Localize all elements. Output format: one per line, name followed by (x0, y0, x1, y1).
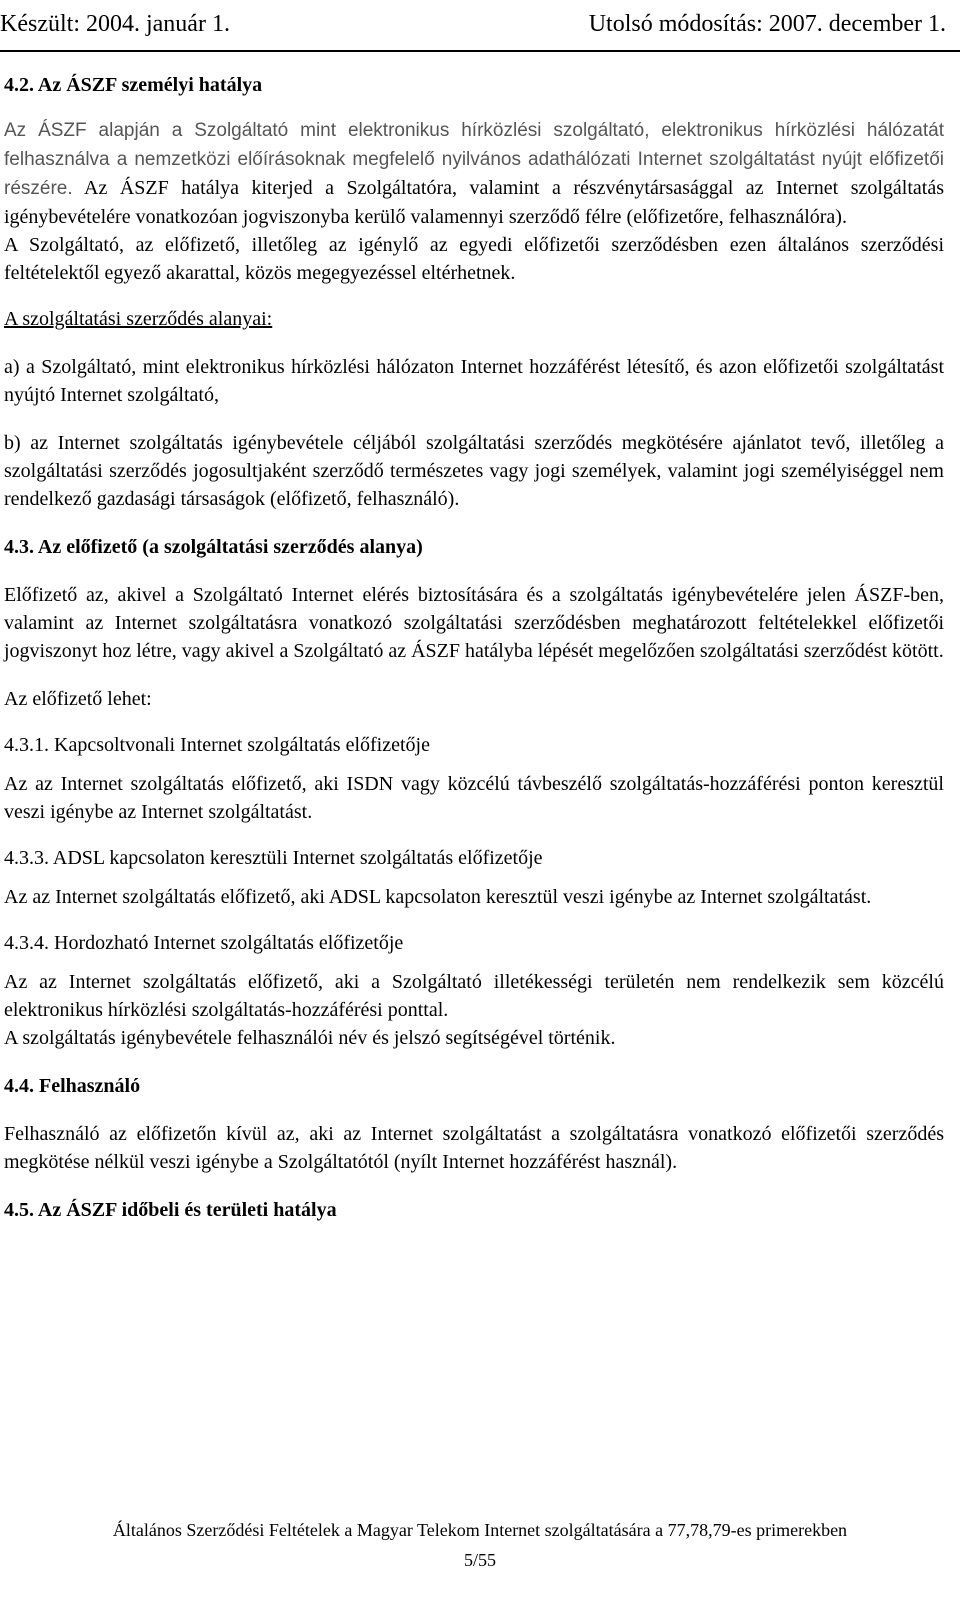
party-b: b) az Internet szolgáltatás igénybevétele céljából szolgáltatási szerződés megkötésére ajánlatot tevő, illetőleg a szolgáltatási szerződés jogosultjaként szerződő természetes vagy jogi személyek, valamint jogi személyiséggel nem rendelkező gazdasági társaságok (előfizető, felhasználó). (4, 432, 944, 510)
s433-text: Az az Internet szolgáltatás előfizető, aki ADSL kapcsolaton keresztül veszi igénybe az Internet szolgáltatást. (4, 886, 872, 908)
page-header (0, 10, 960, 40)
parties-title-wrap (4, 305, 944, 333)
created-date: Készült: 2004. január 1. (0, 11, 230, 37)
section-heading-4-3-4: 4.3.4. Hordozható Internet szolgáltatás előfizetője (4, 932, 404, 954)
header-rule (0, 50, 960, 52)
section-heading-4-5: 4.5. Az ÁSZF időbeli és területi hatálya (4, 1199, 337, 1221)
section-heading-4-3: 4.3. Az előfizető (a szolgáltatási szerződés alanya) (4, 536, 423, 558)
s42-intro: Az ÁSZF alapján a Szolgáltató mint elektronikus hírközlési szolgáltató, elektronikus hírközlési hálózatát felhasználva a nemzetközi előírásoknak megfelelő nyilvános adathálózati Internet szolgáltatást nyújt előfizetői részére. (4, 120, 944, 199)
s43-paragraph-1: Előfizető az, akivel a Szolgáltató Internet elérés biztosítására és a szolgáltatás igénybevételére jelen ÁSZF-ben, valamint az Internet szolgáltatásra vonatkozó szolgáltatási szerződésben meghatározott feltételekkel előfizetői jogviszonyt hoz létre, vagy akivel a Szolgáltató az ÁSZF hatályba lépését megelőzően szolgáltatási szerződést kötött. (4, 584, 944, 662)
section-heading-4-3-1: 4.3.1. Kapcsoltvonali Internet szolgáltatás előfizetője (4, 734, 430, 756)
s431-text: Az az Internet szolgáltatás előfizető, aki ISDN vagy közcélú távbeszélő szolgáltatás-hozzáférési ponton keresztül veszi igénybe az Internet szolgáltatást. (4, 773, 944, 823)
s42-intro-cont: Az ÁSZF hatálya kiterjed a Szolgáltatóra, valamint a részvénytársasággal az Internet szolgáltatás igénybevételére vonatkozóan jogviszonyba kerülő valamennyi szerződő félre (előfizetőre, felhasználóra). (4, 177, 944, 228)
s434-text: Az az Internet szolgáltatás előfizető, aki a Szolgáltató illetékességi területén nem rendelkezik sem közcélú elektronikus hírközlési szolgáltatás-hozzáférési ponttal. (4, 971, 944, 1021)
page-number: 5/55 (463, 1550, 496, 1570)
party-a: a) a Szolgáltató, mint elektronikus hírközlési hálózaton Internet hozzáférést létesítő, és azon előfizetői szolgáltatást nyújtó Internet szolgáltató, (4, 356, 944, 406)
footer-title: Általános Szerződési Feltételek a Magyar Telekom Internet szolgáltatására a 77,78,79-es primerekben (112, 1520, 848, 1540)
s434-text-2: A szolgáltatás igénybevétele felhasználói név és jelszó segítségével történik. (4, 1027, 616, 1049)
s44-text: Felhasználó az előfizetőn kívül az, aki az Internet szolgáltatást a szolgáltatásra vonatkozó előfizetői szerződés megkötése nélkül veszi igénybe a Szolgáltatótól (nyílt Internet hozzáférést használ). (4, 1123, 944, 1173)
s42-paragraph-2: A Szolgáltató, az előfizető, illetőleg az igénylő az egyedi előfizetői szerződésben ezen általános szerződési feltételektől egyező akarattal, közös megegyezéssel eltérhetnek. (4, 234, 944, 284)
modified-date: Utolsó módosítás: 2007. december 1. (588, 11, 946, 37)
section-heading-4-3-3: 4.3.3. ADSL kapcsolaton keresztüli Internet szolgáltatás előfizetője (4, 847, 543, 869)
parties-title: A szolgáltatási szerződés alanyai: (4, 308, 273, 330)
document-body (4, 71, 944, 1224)
section-heading-4-4: 4.4. Felhasználó (4, 1075, 141, 1097)
subscriber-can-be: Az előfizető lehet: (4, 688, 152, 710)
s42-intro-paragraph (4, 116, 944, 231)
section-heading-4-2: 4.2. Az ÁSZF személyi hatálya (4, 74, 263, 96)
